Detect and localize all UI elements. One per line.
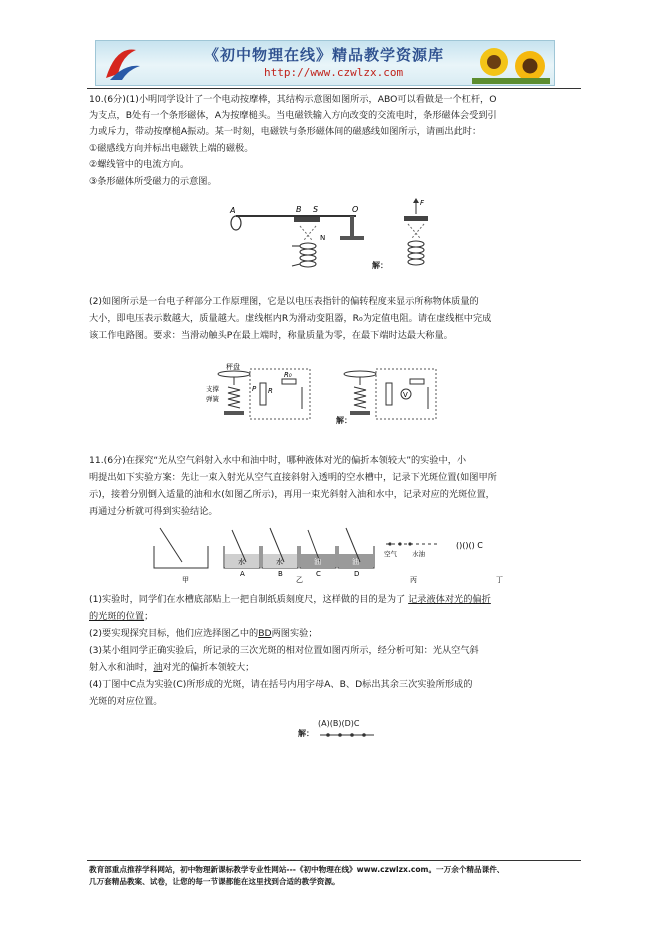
sunflower-image: [472, 42, 550, 84]
header-banner: [95, 40, 555, 86]
label-water-a: 水: [238, 558, 245, 566]
q11-line-4: 再通过分析就可得到实验结论。: [89, 506, 218, 517]
site-logo-icon: [102, 44, 142, 82]
q11-sub1-answer-2: 的光斑的位置: [89, 611, 145, 622]
q11-answer-marks: (A)(B)(D)C: [318, 719, 360, 728]
q11-sub3-post: 对光的偏折本领较大；: [162, 662, 255, 673]
label-bing: 丙: [410, 576, 417, 584]
header-title: 《初中物理在线》精品教学资源库: [204, 46, 445, 64]
label-a: A: [230, 206, 236, 215]
q10-answer-figure: [396, 196, 446, 272]
label-oil-d: 油: [352, 558, 359, 566]
label-jia: 甲: [182, 576, 189, 584]
q11-sub3-answer: 油: [153, 662, 163, 673]
q11-sub-1: [89, 592, 579, 608]
q10-part2-line-2: 大小，即电压表示数越大，质量越大。虚线框内R为滑动变阻器，R₀为定值电阻。请在虚线框中完成: [89, 313, 492, 324]
q11-sub3-text: 射入水和油时，: [89, 662, 154, 673]
q10-part2-line-3: 该工作电路图。要求：当滑动触头P在最上端时，称量质量为零，在最下端时达最大称量。: [89, 330, 453, 341]
q11-sub-4-line-1: (4)丁图中C点为实验(C)所形成的光斑，请在括号内用字母A、B、D标出其余三次实验所形成的: [89, 679, 473, 690]
svg-text:()()() C: ()()() C: [456, 541, 483, 550]
q10-item-3: ③条形磁体所受磁力的示意图。: [89, 176, 217, 187]
label-c: C: [316, 570, 321, 578]
q10-line-3: 力或斥力，带动按摩槌A振动。某一时刻，电磁铁与条形磁体间的磁感线如图所示，请画出此时：: [89, 126, 482, 137]
q10-line-2: 为支点，B处有一个条形磁体，A为按摩槌头。当电磁铁输入方向改变的交流电时，条形磁体会受到引: [89, 110, 497, 121]
q11-sub1-text: (1)实验时，同学们在水槽底部贴上一把自制纸质刻度尺，这样做的目的是为了: [89, 594, 406, 605]
refraction-experiment-figure: [148, 524, 530, 584]
label-f: F: [420, 199, 425, 207]
label-water-b: 水: [276, 558, 283, 566]
label-r: R: [268, 387, 273, 395]
label-p: P: [252, 385, 257, 393]
q10-answer-label-1: 解：: [372, 261, 388, 270]
label-yi: 乙: [296, 576, 303, 584]
q11-line-2: 明提出如下实验方案：先让一束入射光从空气直接斜射入透明的空水槽中，记录下光斑位置(如图甲所: [89, 472, 497, 483]
electronic-scale-figure: [204, 361, 314, 425]
q11-sub-3-line-1: (3)某小组同学正确实验后，所记录的三次光斑的相对位置如图丙所示，经分析可知：光从空气斜: [89, 645, 479, 656]
footer-line-2: 几万套精品教案、试卷，让您的每一节课都能在这里找到合适的教学资源。: [89, 877, 340, 886]
footer-line-1: 教育部重点推荐学科网站，初中物理新课标教学专业性网站---《初中物理在线》www.czwlzx.com。一万余个精品课件、: [89, 865, 505, 874]
q11-answer-label: 解：: [298, 729, 314, 738]
q11-answer-line: [318, 730, 378, 740]
header-rule: [87, 88, 581, 89]
label-spring-1: 支撑: [206, 385, 219, 393]
label-voltmeter: V: [403, 391, 408, 399]
massage-stick-figure: [228, 196, 380, 272]
q10-answer-label-2: 解：: [336, 416, 352, 425]
q11-sub-3-line-2: [89, 660, 579, 676]
label-oil-c: 油: [314, 558, 321, 566]
q11-sub2-answer: BD: [258, 628, 272, 639]
q11-line-3: 示)，接着分别倒入适量的油和水(如图乙所示)，再用一束光斜射入油和水中，记录对应的光斑位置，: [89, 489, 495, 500]
q11-sub2-post: 两图实验；: [271, 628, 318, 639]
q11-sub-4-line-2: 光斑的对应位置。: [89, 696, 163, 707]
label-r0: R₀: [284, 371, 292, 379]
label-air: 空气: [384, 550, 397, 558]
footer-rule: [87, 860, 581, 861]
q11-sub-2: [89, 626, 579, 642]
q10-item-1: ①磁感线方向并标出电磁铁上端的磁极。: [89, 143, 254, 154]
label-a: A: [240, 570, 245, 578]
label-water-oil: 水油: [412, 550, 425, 558]
label-b: B: [278, 570, 283, 578]
label-s: S: [313, 205, 319, 214]
q11-sub-1-cont: 的光斑的位置；: [89, 611, 154, 622]
label-pan: 秤盘: [226, 363, 240, 371]
label-d: D: [354, 570, 360, 578]
label-spring-2: 弹簧: [206, 395, 219, 403]
label-n: N: [320, 234, 326, 242]
header-url[interactable]: http://www.czwlzx.com: [264, 66, 404, 79]
q10-item-2: ②螺线管中的电流方向。: [89, 159, 190, 170]
label-o: O: [352, 205, 359, 214]
q10-line-1: 10.(6分)(1)小明同学设计了一个电动按摩棒，其结构示意图如图所示，ABO可以看做是一个杠杆，O: [89, 94, 497, 105]
label-b: B: [296, 205, 302, 214]
q11-sub1-answer-1: 记录液体对光的偏折: [408, 594, 491, 605]
q11-sub2-text: (2)要实现探究目标，他们应选择图乙中的: [89, 628, 259, 639]
q11-line-1: 11.(6分)在探究“光从空气斜射入水中和油中时，哪种液体对光的偏折本领较大”的实验中，小: [89, 455, 467, 466]
q10-part2-line-1: (2)如图所示是一台电子秤部分工作原理图，它是以电压表指针的偏转程度来显示所称物体质量的: [89, 296, 479, 307]
label-ding: 丁: [496, 576, 503, 584]
